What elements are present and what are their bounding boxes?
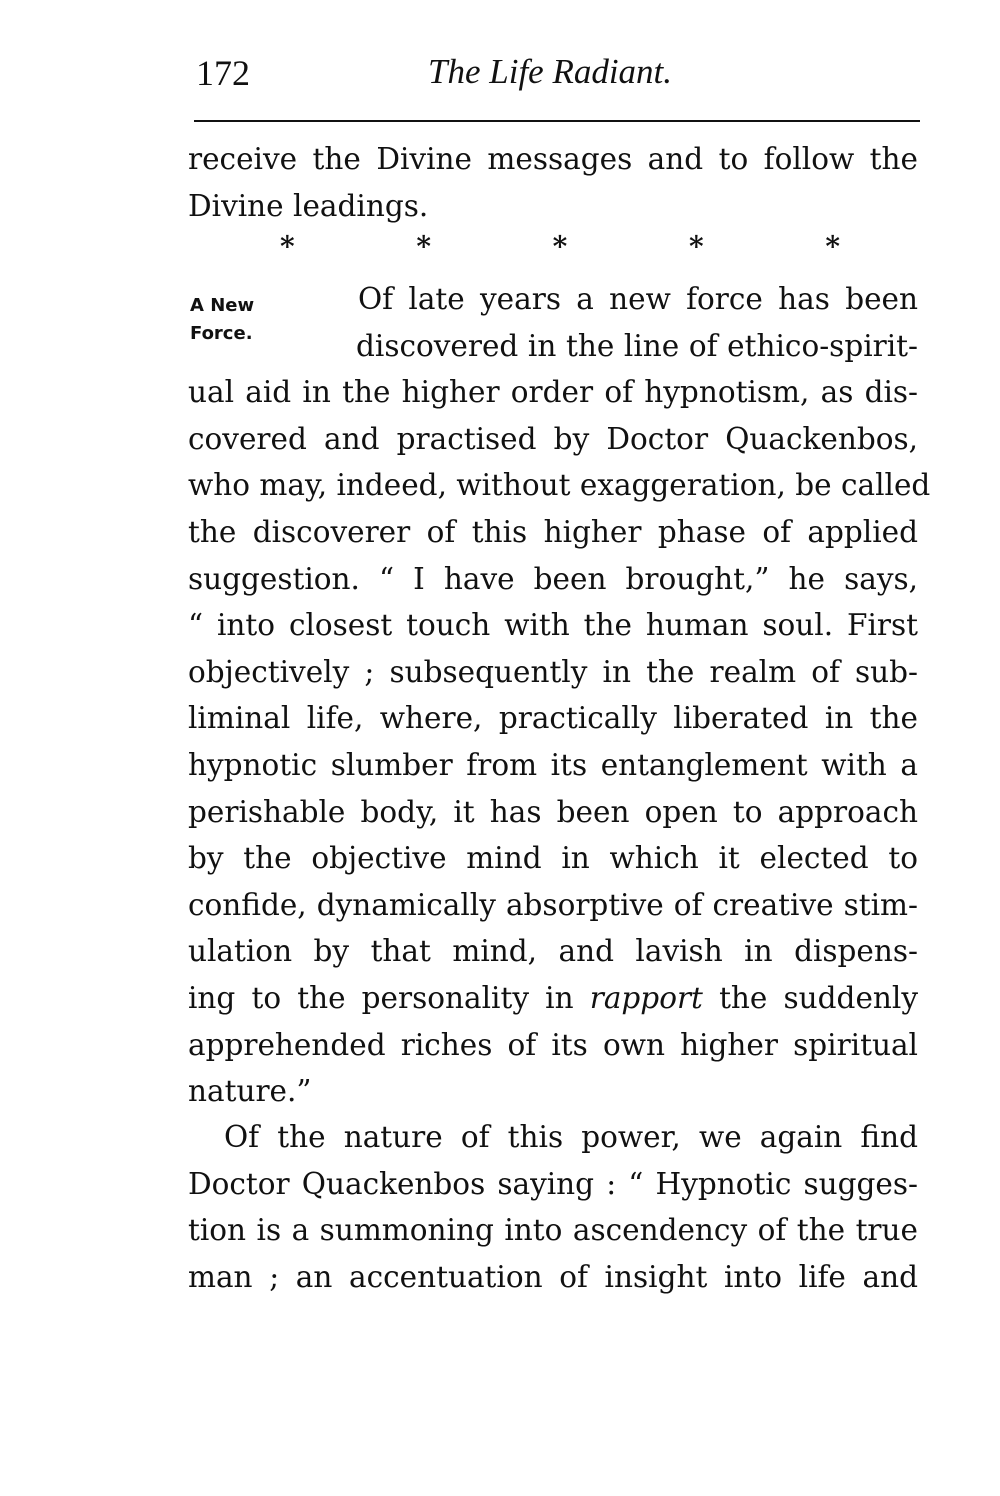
- text-line: confide, dynamically absorptive of creative stim-: [188, 887, 918, 922]
- text-line: ual aid in the higher order of hypnotism, as dis-: [188, 375, 918, 410]
- text-line: “ into closest touch with the human soul. First: [188, 608, 918, 643]
- text-line: perishable body, it has been open to approach: [188, 794, 918, 829]
- text-line: Of late years a new force has been: [358, 282, 918, 316]
- text-line: ulation by that mind, and lavish in dispens-: [188, 934, 918, 969]
- margin-note-line: A New: [190, 295, 255, 316]
- margin-note-line: Force.: [190, 323, 253, 344]
- line-text-before: ing to the personality in: [188, 980, 574, 1015]
- text-line: covered and practised by Doctor Quackenbos,: [188, 421, 918, 456]
- text-line: apprehended riches of its own higher spiritual: [188, 1027, 918, 1062]
- header-rule: [194, 120, 920, 122]
- text-line: nature.”: [188, 1074, 312, 1109]
- text-line: receive the Divine messages and to follow the: [188, 142, 918, 176]
- text-line: discovered in the line of ethico-spirit-: [356, 328, 918, 363]
- text-line: Of the nature of this power, we again find: [224, 1120, 918, 1154]
- italic-word: rapport: [589, 980, 703, 1015]
- page-number: 172: [196, 53, 250, 93]
- text-line-with-italic: [188, 975, 918, 1022]
- text-line: objectively ; subsequently in the realm of sub-: [188, 654, 918, 689]
- text-line: tion is a summoning into ascendency of the true: [188, 1213, 918, 1248]
- asterisk: *: [280, 230, 295, 263]
- text-line: the discoverer of this higher phase of applied: [188, 514, 918, 549]
- text-line: man ; an accentuation of insight into life and: [188, 1259, 918, 1294]
- paragraph-2: [188, 1114, 918, 1300]
- asterisk: *: [552, 230, 568, 263]
- text-line: Doctor Quackenbos saying : “ Hypnotic sugges-: [188, 1166, 918, 1201]
- text-line: liminal life, where, practically liberated in the: [188, 701, 918, 736]
- text-line: Divine leadings.: [188, 188, 429, 223]
- text-line: hypnotic slumber from its entanglement with a: [188, 747, 918, 782]
- line-text-after: the suddenly: [719, 980, 918, 1015]
- asterisk: *: [416, 230, 431, 263]
- asterisk: *: [825, 230, 840, 263]
- text-line: suggestion. “ I have been brought,” he says,: [188, 561, 918, 596]
- text-line: by the objective mind in which it elected to: [188, 841, 918, 876]
- text-line: who may, indeed, without exaggeration, be called: [188, 468, 931, 503]
- paragraph-1: [188, 276, 931, 1115]
- asterisk: *: [688, 230, 704, 263]
- section-break: [280, 230, 840, 263]
- running-title: The Life Radiant.: [428, 52, 673, 91]
- continuation-text: [188, 136, 918, 229]
